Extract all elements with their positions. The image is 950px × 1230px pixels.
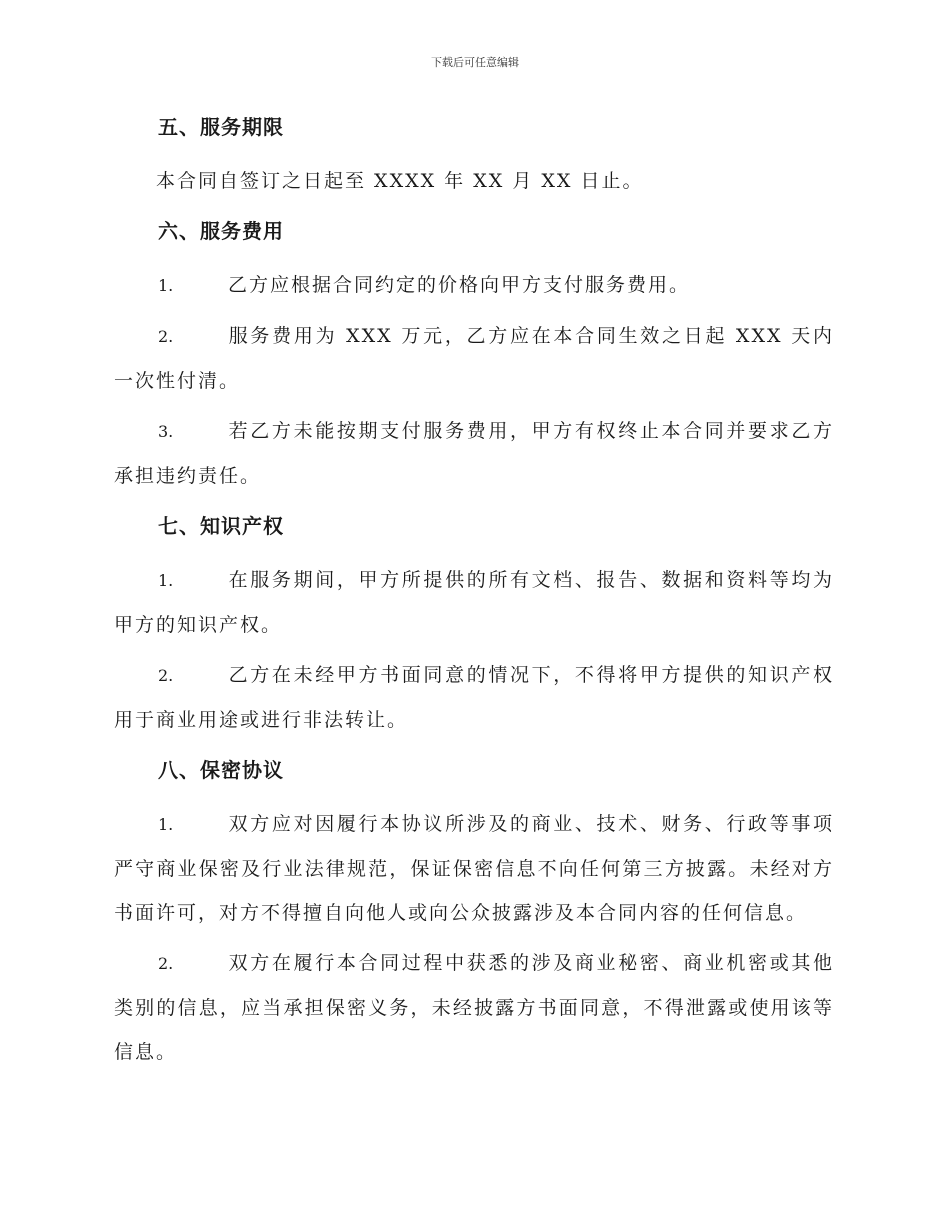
section-heading-intellectual-property: 七、知识产权 xyxy=(158,514,284,538)
item-number: 1. xyxy=(158,276,174,295)
confidentiality-item-2 xyxy=(114,941,834,1074)
service-fee-item-3 xyxy=(114,409,834,498)
section-heading-confidentiality: 八、保密协议 xyxy=(158,758,284,782)
item-text: 在服务期间，甲方所提供的所有文档、报告、数据和资料等均为甲方的知识产权。 xyxy=(114,569,834,636)
ip-item-1 xyxy=(114,558,834,647)
item-number: 2. xyxy=(158,666,174,685)
item-number: 1. xyxy=(158,571,174,590)
item-text: 乙方在未经甲方书面同意的情况下，不得将甲方提供的知识产权用于商业用途或进行非法转让。 xyxy=(114,664,834,731)
item-text: 乙方应根据合同约定的价格向甲方支付服务费用。 xyxy=(228,274,691,296)
page-header: 下载后可任意编辑 xyxy=(431,56,519,69)
item-text: 若乙方未能按期支付服务费用，甲方有权终止本合同并要求乙方承担违约责任。 xyxy=(114,420,834,487)
item-number: 2. xyxy=(158,954,174,973)
service-fee-item-1 xyxy=(114,263,834,308)
item-text: 服务费用为 XXX 万元，乙方应在本合同生效之日起 XXX 天内一次性付清。 xyxy=(114,325,834,392)
item-number: 1. xyxy=(158,815,174,834)
item-text: 双方在履行本合同过程中获悉的涉及商业秘密、商业机密或其他类别的信息，应当承担保密义务，未经披露方书面同意，不得泄露或使用该等信息。 xyxy=(114,952,834,1063)
service-term-paragraph: 本合同自签订之日起至 XXXX 年 XX 月 XX 日止。 xyxy=(156,170,644,192)
service-fee-item-2 xyxy=(114,314,834,403)
confidentiality-item-1 xyxy=(114,802,834,935)
section-heading-service-term: 五、服务期限 xyxy=(158,115,284,139)
item-number: 2. xyxy=(158,327,174,346)
ip-item-2 xyxy=(114,653,834,742)
item-text: 双方应对因履行本协议所涉及的商业、技术、财务、行政等事项严守商业保密及行业法律规范，保证保密信息不向任何第三方披露。未经对方书面许可，对方不得擅自向他人或向公众披露涉及本合同内容的任何信息。 xyxy=(114,813,834,924)
section-heading-service-fee: 六、服务费用 xyxy=(158,219,284,243)
document-body xyxy=(114,105,834,1080)
item-number: 3. xyxy=(158,422,174,441)
